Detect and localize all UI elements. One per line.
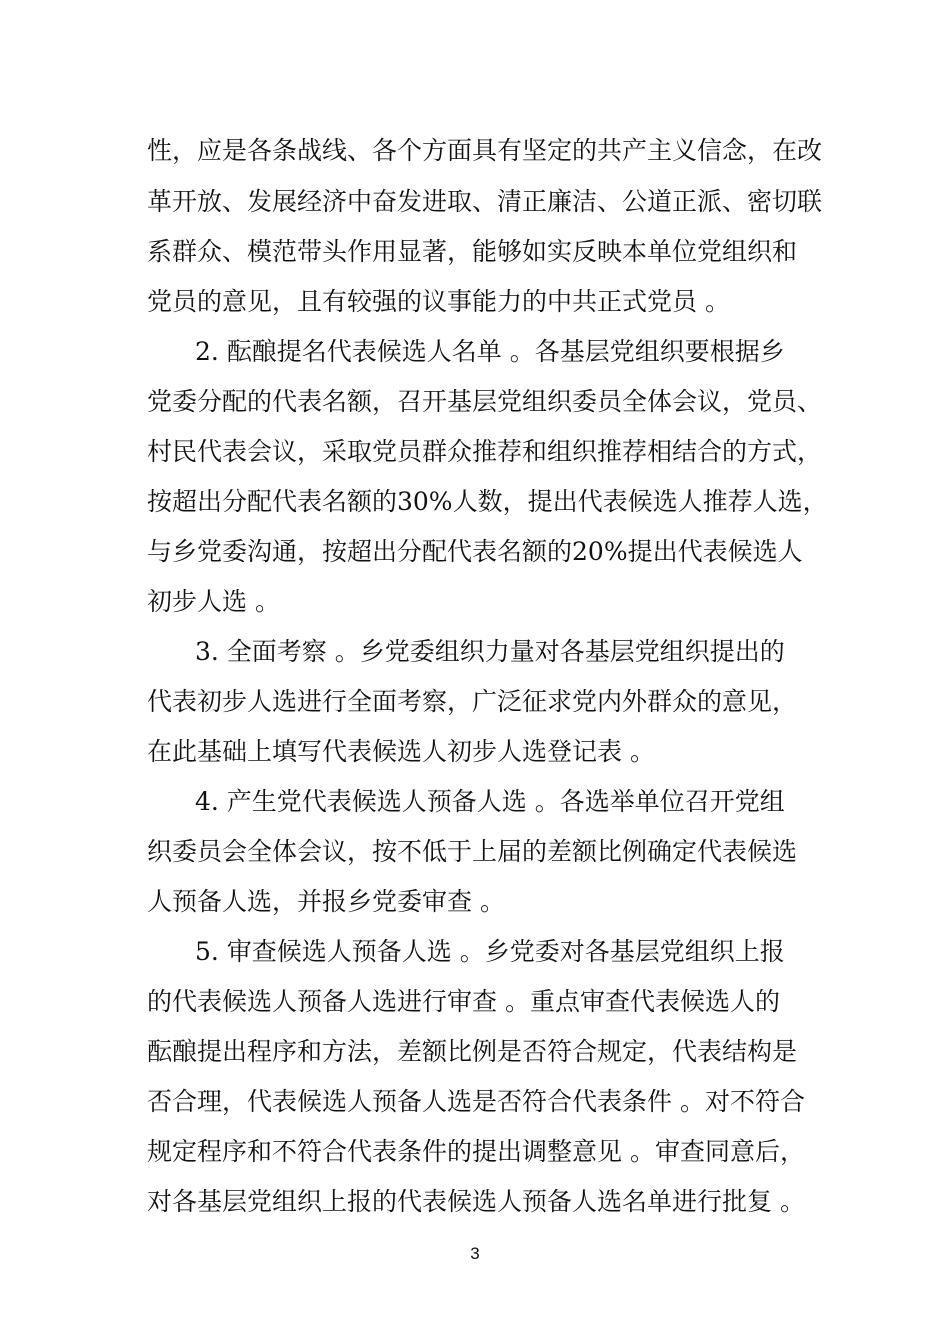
text-line: 织委员会全体会议，按不低于上届的差额比例确定代表候选 xyxy=(147,837,798,866)
paragraph-item-2: 2. 酝酿提名代表候选人名单 。各基层党组织要根据乡 xyxy=(195,337,785,366)
text-line: 否合理，代表候选人预备人选是否符合代表条件 。对不符合 xyxy=(147,1087,805,1116)
text-line: 代表初步人选进行全面考察，广泛征求党内外群众的意见， xyxy=(147,687,798,716)
paragraph-item-4: 4. 产生党代表候选人预备人选 。各选举单位召开党组 xyxy=(195,787,785,816)
text-line: 党员的意见，且有较强的议事能力的中共正式党员 。 xyxy=(147,287,730,316)
text-line: 对各基层党组织上报的代表候选人预备人选名单进行批复 。 xyxy=(147,1187,805,1216)
text-line: 酝酿提出程序和方法，差额比例是否符合规定，代表结构是 xyxy=(147,1037,798,1066)
text-line: 按超出分配代表名额的30%人数，提出代表候选人推荐人选， xyxy=(147,487,828,516)
paragraph-item-3: 3. 全面考察 。乡党委组织力量对各基层党组织提出的 xyxy=(195,637,785,666)
text-line: 人预备人选，并报乡党委审查 。 xyxy=(147,887,505,916)
text-line: 党委分配的代表名额，召开基层党组织委员全体会议，党员、 xyxy=(147,387,823,416)
text-line: 在此基础上填写代表候选人初步人选登记表 。 xyxy=(147,737,655,766)
text-line: 性，应是各条战线、各个方面具有坚定的共产主义信念，在改 xyxy=(147,136,823,165)
text-line: 村民代表会议，采取党员群众推荐和组织推荐相结合的方式， xyxy=(147,437,823,466)
text-line: 的代表候选人预备人选进行审查 。重点审查代表候选人的 xyxy=(147,987,780,1016)
text-line: 系群众、模范带头作用显著，能够如实反映本单位党组织和 xyxy=(147,237,798,266)
text-line: 革开放、发展经济中奋发进取、清正廉洁、公道正派、密切联 xyxy=(147,187,823,216)
text-line: 初步人选 。 xyxy=(147,587,280,616)
paragraph-item-5: 5. 审查候选人预备人选 。乡党委对各基层党组织上报 xyxy=(195,937,785,966)
text-line: 规定程序和不符合代表条件的提出调整意见 。审查同意后， xyxy=(147,1137,805,1166)
text-line: 与乡党委沟通，按超出分配代表名额的20%提出代表候选人 xyxy=(147,537,803,566)
page-number: 3 xyxy=(470,1244,480,1263)
